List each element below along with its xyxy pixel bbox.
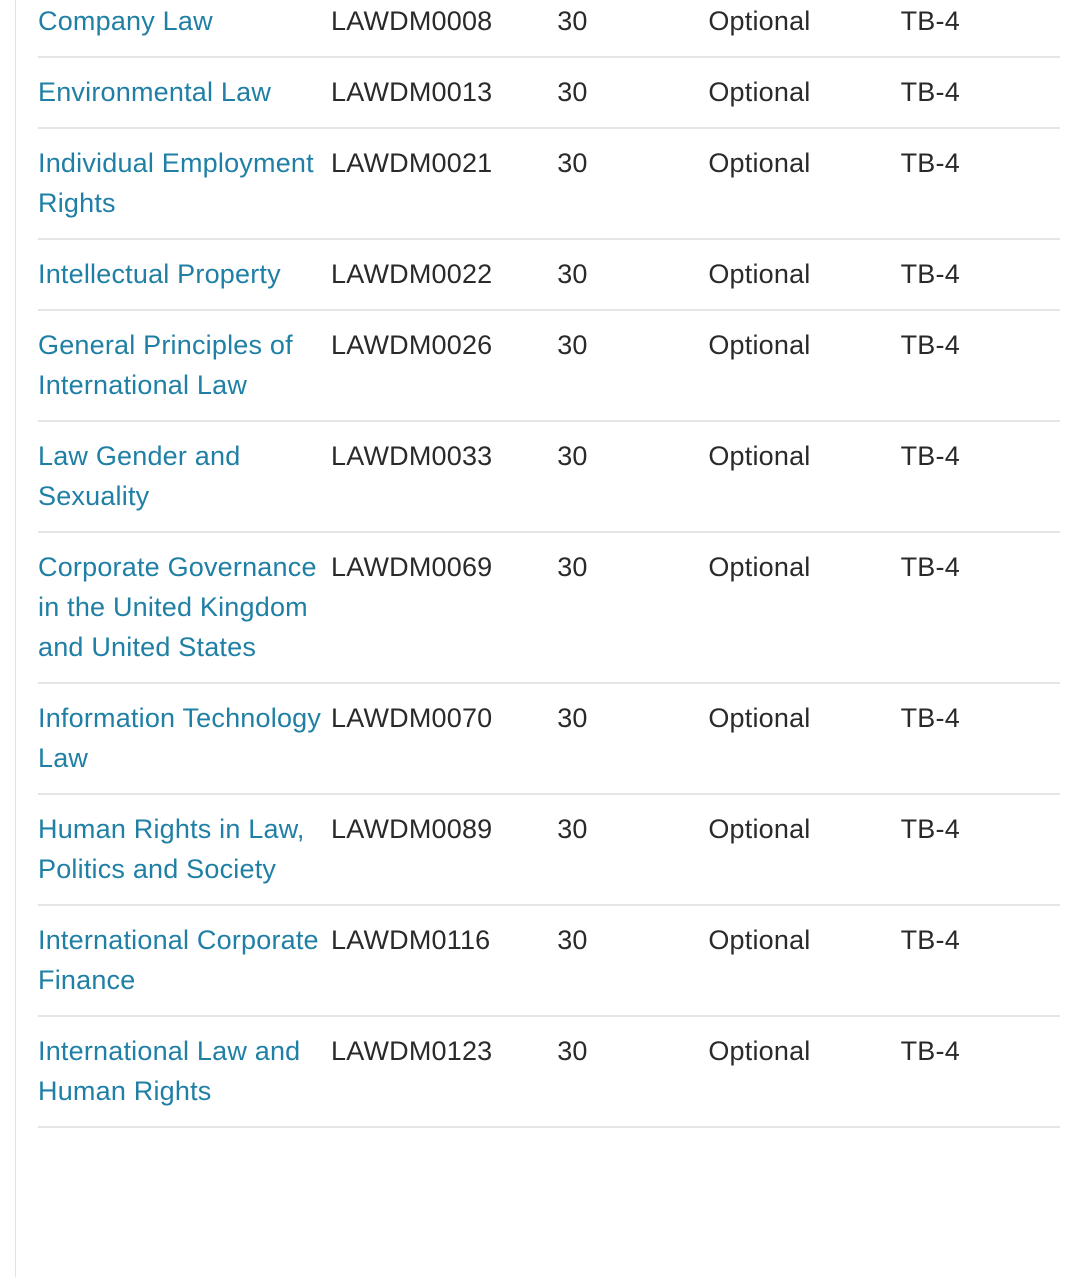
unit-status: Optional — [708, 6, 811, 36]
unit-status-cell — [708, 128, 900, 239]
unit-name-link[interactable]: Information Technology Law — [38, 703, 322, 773]
teaching-block-cell — [901, 0, 1060, 57]
units-table-body — [38, 0, 1060, 1127]
credit-points-cell — [557, 1016, 708, 1127]
unit-status-cell — [708, 421, 900, 532]
teaching-block-cell — [901, 683, 1060, 794]
credit-points: 30 — [557, 925, 588, 955]
teaching-block: TB-4 — [900, 552, 960, 582]
unit-code: LAWDM0070 — [331, 703, 493, 733]
credit-points-cell — [557, 128, 708, 239]
unit-status: Optional — [708, 703, 811, 733]
teaching-block-cell — [901, 905, 1060, 1016]
teaching-block: TB-4 — [900, 925, 960, 955]
unit-name-cell — [38, 239, 331, 310]
teaching-block: TB-4 — [900, 6, 960, 36]
unit-code-cell — [331, 57, 557, 128]
unit-name-cell — [38, 905, 331, 1016]
unit-status: Optional — [708, 925, 811, 955]
unit-code-cell — [331, 532, 557, 683]
content-left-border — [15, 0, 16, 1277]
teaching-block-cell — [901, 421, 1060, 532]
credit-points: 30 — [557, 552, 588, 582]
teaching-block: TB-4 — [900, 703, 960, 733]
unit-name-cell — [38, 128, 331, 239]
unit-code: LAWDM0022 — [331, 259, 493, 289]
credit-points-cell — [557, 239, 708, 310]
unit-name-link[interactable]: International Law and Human Rights — [38, 1036, 301, 1106]
unit-code: LAWDM0089 — [331, 814, 493, 844]
table-row — [38, 905, 1060, 1016]
unit-code: LAWDM0123 — [331, 1036, 493, 1066]
unit-status-cell — [708, 57, 900, 128]
teaching-block: TB-4 — [900, 259, 960, 289]
unit-code-cell — [331, 1016, 557, 1127]
unit-code-cell — [331, 0, 557, 57]
unit-status: Optional — [708, 148, 811, 178]
teaching-block: TB-4 — [900, 330, 960, 360]
unit-code-cell — [331, 905, 557, 1016]
unit-code-cell — [331, 128, 557, 239]
unit-status-cell — [708, 794, 900, 905]
unit-name-cell — [38, 1016, 331, 1127]
credit-points-cell — [557, 905, 708, 1016]
unit-status: Optional — [708, 1036, 811, 1066]
credit-points-cell — [557, 421, 708, 532]
teaching-block-cell — [901, 57, 1060, 128]
unit-code-cell — [331, 421, 557, 532]
unit-code: LAWDM0026 — [331, 330, 493, 360]
credit-points: 30 — [557, 814, 588, 844]
teaching-block-cell — [901, 532, 1060, 683]
unit-code: LAWDM0033 — [331, 441, 493, 471]
unit-name-link[interactable]: Human Rights in Law, Politics and Society — [38, 814, 305, 884]
credit-points-cell — [557, 310, 708, 421]
unit-code: LAWDM0116 — [331, 925, 491, 955]
unit-name-link[interactable]: General Principles of International Law — [38, 330, 293, 400]
unit-status-cell — [708, 1016, 900, 1127]
unit-status-cell — [708, 310, 900, 421]
unit-status-cell — [708, 683, 900, 794]
teaching-block-cell — [901, 239, 1060, 310]
table-row — [38, 0, 1060, 57]
table-row — [38, 1016, 1060, 1127]
table-row — [38, 421, 1060, 532]
table-row — [38, 532, 1060, 683]
unit-code-cell — [331, 794, 557, 905]
credit-points: 30 — [557, 148, 588, 178]
unit-status: Optional — [708, 259, 811, 289]
unit-code-cell — [331, 683, 557, 794]
unit-code-cell — [331, 310, 557, 421]
credit-points-cell — [557, 57, 708, 128]
credit-points-cell — [557, 0, 708, 57]
unit-status: Optional — [708, 814, 811, 844]
unit-name-cell — [38, 683, 331, 794]
unit-status: Optional — [708, 330, 811, 360]
teaching-block: TB-4 — [900, 441, 960, 471]
table-row — [38, 128, 1060, 239]
unit-name-link[interactable]: Intellectual Property — [38, 259, 281, 289]
teaching-block-cell — [901, 794, 1060, 905]
credit-points-cell — [557, 794, 708, 905]
credit-points: 30 — [557, 1036, 588, 1066]
unit-code: LAWDM0013 — [331, 77, 493, 107]
credit-points: 30 — [557, 6, 588, 36]
credit-points-cell — [557, 532, 708, 683]
teaching-block: TB-4 — [900, 77, 960, 107]
unit-name-link[interactable]: Environmental Law — [38, 77, 272, 107]
units-table — [38, 0, 1060, 1128]
table-row — [38, 683, 1060, 794]
unit-name-cell — [38, 421, 331, 532]
credit-points: 30 — [557, 441, 588, 471]
teaching-block-cell — [901, 128, 1060, 239]
unit-status: Optional — [708, 552, 811, 582]
teaching-block: TB-4 — [900, 814, 960, 844]
unit-code-cell — [331, 239, 557, 310]
credit-points: 30 — [557, 259, 588, 289]
unit-name-link[interactable]: Company Law — [38, 6, 213, 36]
unit-code: LAWDM0021 — [331, 148, 493, 178]
teaching-block: TB-4 — [900, 1036, 960, 1066]
unit-name-cell — [38, 310, 331, 421]
unit-name-cell — [38, 0, 331, 57]
table-row — [38, 310, 1060, 421]
unit-name-cell — [38, 532, 331, 683]
unit-status-cell — [708, 0, 900, 57]
unit-code: LAWDM0008 — [331, 6, 493, 36]
unit-status-cell — [708, 905, 900, 1016]
teaching-block-cell — [901, 310, 1060, 421]
unit-name-cell — [38, 794, 331, 905]
teaching-block-cell — [901, 1016, 1060, 1127]
unit-name-link[interactable]: International Corporate Finance — [38, 925, 319, 995]
credit-points-cell — [557, 683, 708, 794]
credit-points: 30 — [557, 703, 588, 733]
unit-status-cell — [708, 239, 900, 310]
teaching-block: TB-4 — [900, 148, 960, 178]
unit-name-link[interactable]: Individual Employment Rights — [38, 148, 314, 218]
unit-name-link[interactable]: Corporate Governance in the United Kingdom and United States — [38, 552, 317, 662]
unit-name-cell — [38, 57, 331, 128]
unit-code: LAWDM0069 — [331, 552, 493, 582]
credit-points: 30 — [557, 77, 588, 107]
unit-status-cell — [708, 532, 900, 683]
unit-status: Optional — [708, 441, 811, 471]
table-row — [38, 239, 1060, 310]
table-row — [38, 794, 1060, 905]
credit-points: 30 — [557, 330, 588, 360]
unit-name-link[interactable]: Law Gender and Sexuality — [38, 441, 241, 511]
unit-status: Optional — [708, 77, 811, 107]
table-row — [38, 57, 1060, 128]
